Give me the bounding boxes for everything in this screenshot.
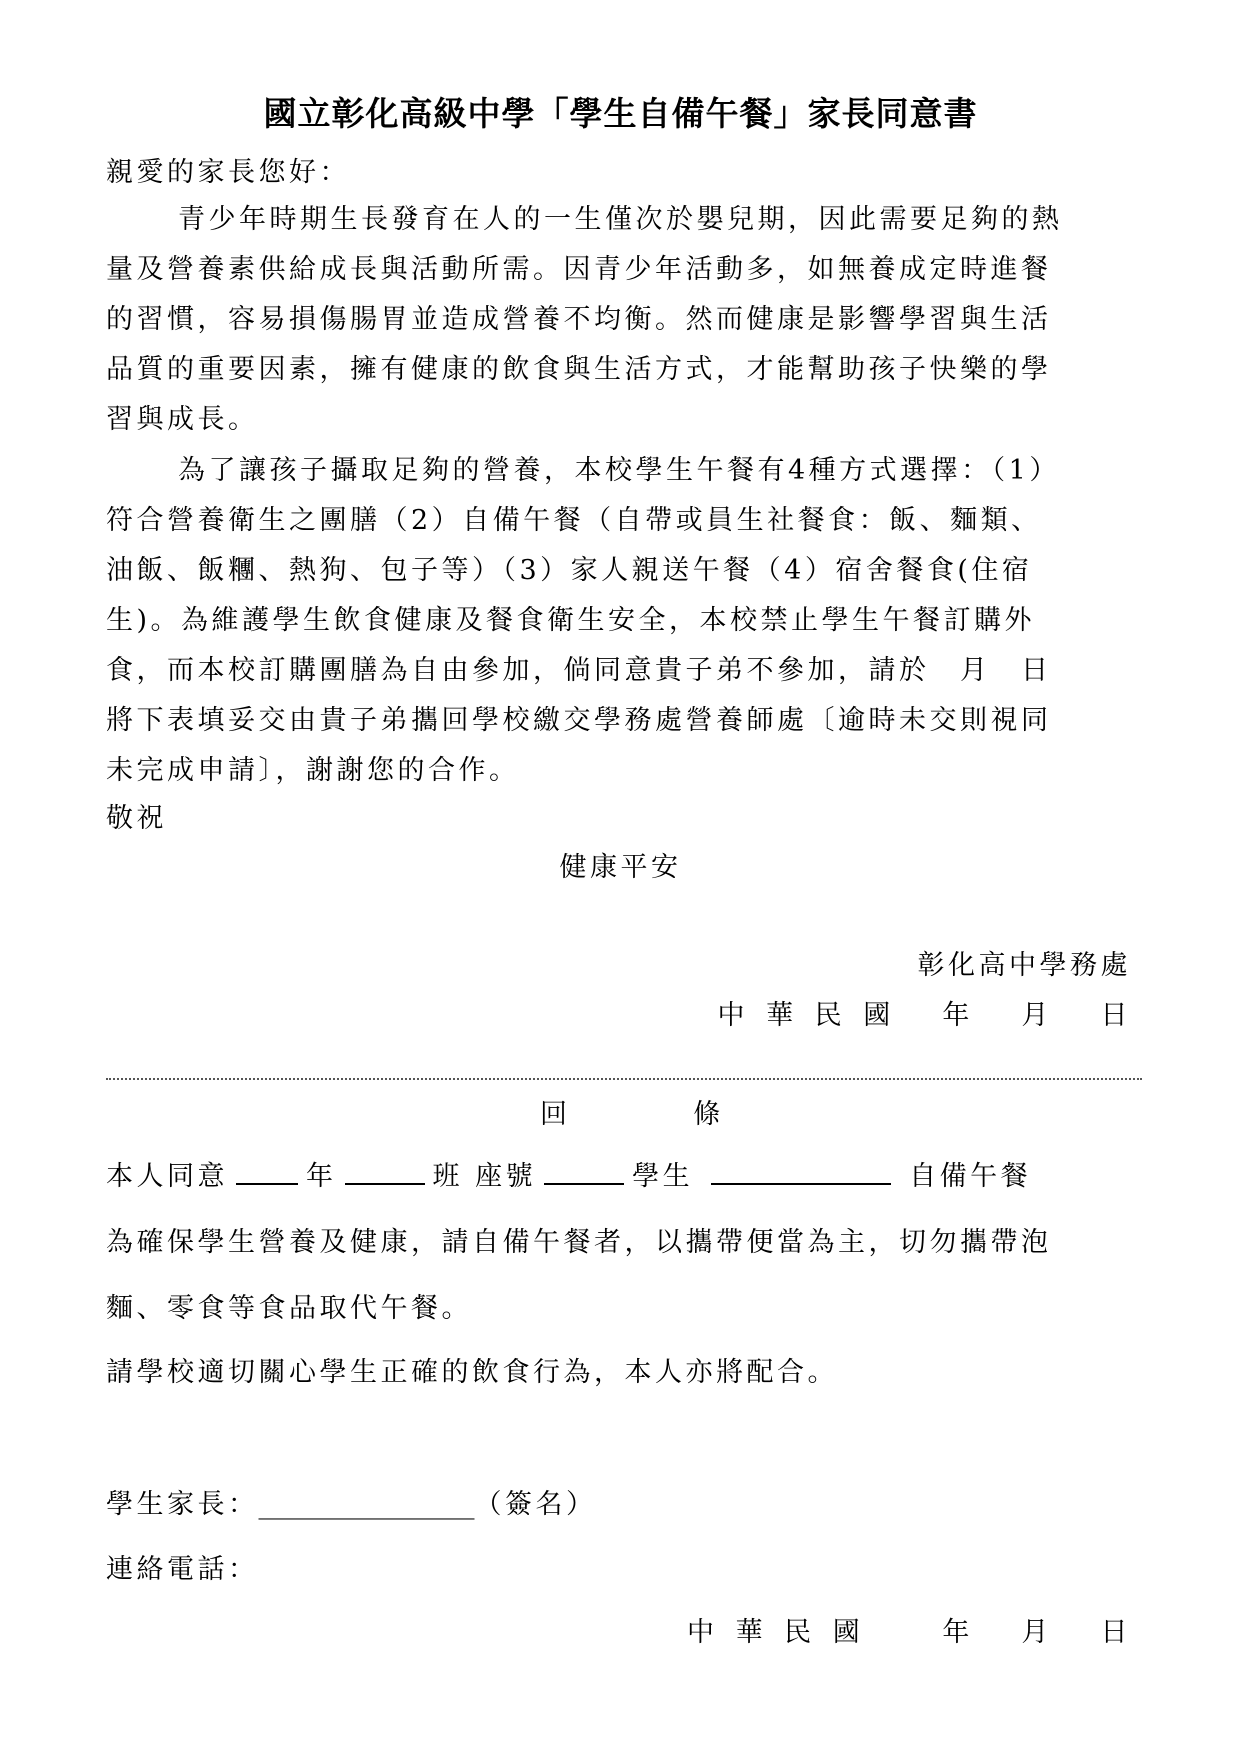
document-title: 國立彰化高級中學「學生自備午餐」家長同意書 xyxy=(263,94,978,133)
paragraph2-line: 將下表填妥交由貴子弟攜回學校繳交學務處營養師處〔逾時未交則視同 xyxy=(106,705,1052,736)
paragraph2-line: 食，而本校訂購團膳為自由參加，倘同意貴子弟不參加，請於 月 日 xyxy=(106,655,1052,686)
seat-number-blank[interactable] xyxy=(544,1161,624,1185)
paragraph1-line: 的習慣，容易損傷腸胃並造成營養不均衡。然而健康是影響學習與生活 xyxy=(106,304,1052,335)
sign-label: （簽名） xyxy=(474,1489,597,1520)
year-blank[interactable] xyxy=(236,1161,298,1185)
student-name-blank[interactable] xyxy=(711,1161,891,1185)
parent-label: 學生家長： xyxy=(106,1489,259,1520)
paragraph2-line: 油飯、飯糰、熱狗、包子等）（3）家人親送午餐（4）宿舍餐食(住宿 xyxy=(106,555,1033,586)
class-blank[interactable] xyxy=(345,1161,425,1185)
paragraph2-line: 為了讓孩子攝取足夠的營養，本校學生午餐有4種方式選擇：（1） xyxy=(178,455,1060,486)
year-label: 年 xyxy=(306,1161,337,1192)
paragraph1-line: 量及營養素供給成長與活動所需。因青少年活動多，如無養成定時進餐 xyxy=(106,254,1052,285)
sender: 彰化高中學務處 xyxy=(917,950,1131,981)
student-label: 學生 xyxy=(632,1161,694,1192)
consent-line xyxy=(106,1154,1031,1193)
consent-suffix: 自備午餐 xyxy=(909,1161,1032,1192)
phone-label: 連絡電話： xyxy=(106,1554,259,1585)
letter-date: 中 華 民 國 年 月 日 xyxy=(717,1000,1131,1031)
paragraph1-line: 青少年時期生長發育在人的一生僅次於嬰兒期，因此需要足夠的熱 xyxy=(178,204,1063,235)
reply-note-line: 為確保學生營養及健康，請自備午餐者，以攜帶便當為主，切勿攜帶泡 xyxy=(106,1227,1052,1258)
paragraph2-line: 未完成申請〕，謝謝您的合作。 xyxy=(106,755,520,786)
closing: 敬祝 xyxy=(106,803,167,834)
reply-title xyxy=(540,1092,723,1131)
parent-signature-line xyxy=(106,1482,597,1521)
reply-title-right: 條 xyxy=(693,1099,724,1130)
greeting: 親愛的家長您好： xyxy=(106,157,350,188)
class-seat-label: 班 座號 xyxy=(432,1161,537,1192)
reply-title-left: 回 xyxy=(540,1099,570,1130)
reply-note-line: 麵、零食等食品取代午餐。 xyxy=(106,1293,472,1324)
paragraph2-line: 符合營養衛生之團膳（2）自備午餐（自帶或員生社餐食：飯、麵類、 xyxy=(106,505,1042,536)
paragraph1-line: 品質的重要因素，擁有健康的飲食與生活方式，才能幫助孩子快樂的學 xyxy=(106,354,1052,385)
reply-note-line: 請學校適切關心學生正確的飲食行為，本人亦將配合。 xyxy=(106,1357,838,1388)
paragraph2-line: 生)。為維護學生飲食健康及餐食衛生安全，本校禁止學生午餐訂購外 xyxy=(106,605,1036,636)
paragraph1-line: 習與成長。 xyxy=(106,404,259,435)
parent-signature-blank[interactable]: ________________ xyxy=(258,1489,475,1520)
consent-prefix: 本人同意 xyxy=(106,1161,228,1192)
cut-line-divider xyxy=(106,1078,1142,1080)
wish: 健康平安 xyxy=(559,852,682,883)
reply-date: 中 華 民 國 年 月 日 xyxy=(687,1617,1131,1648)
